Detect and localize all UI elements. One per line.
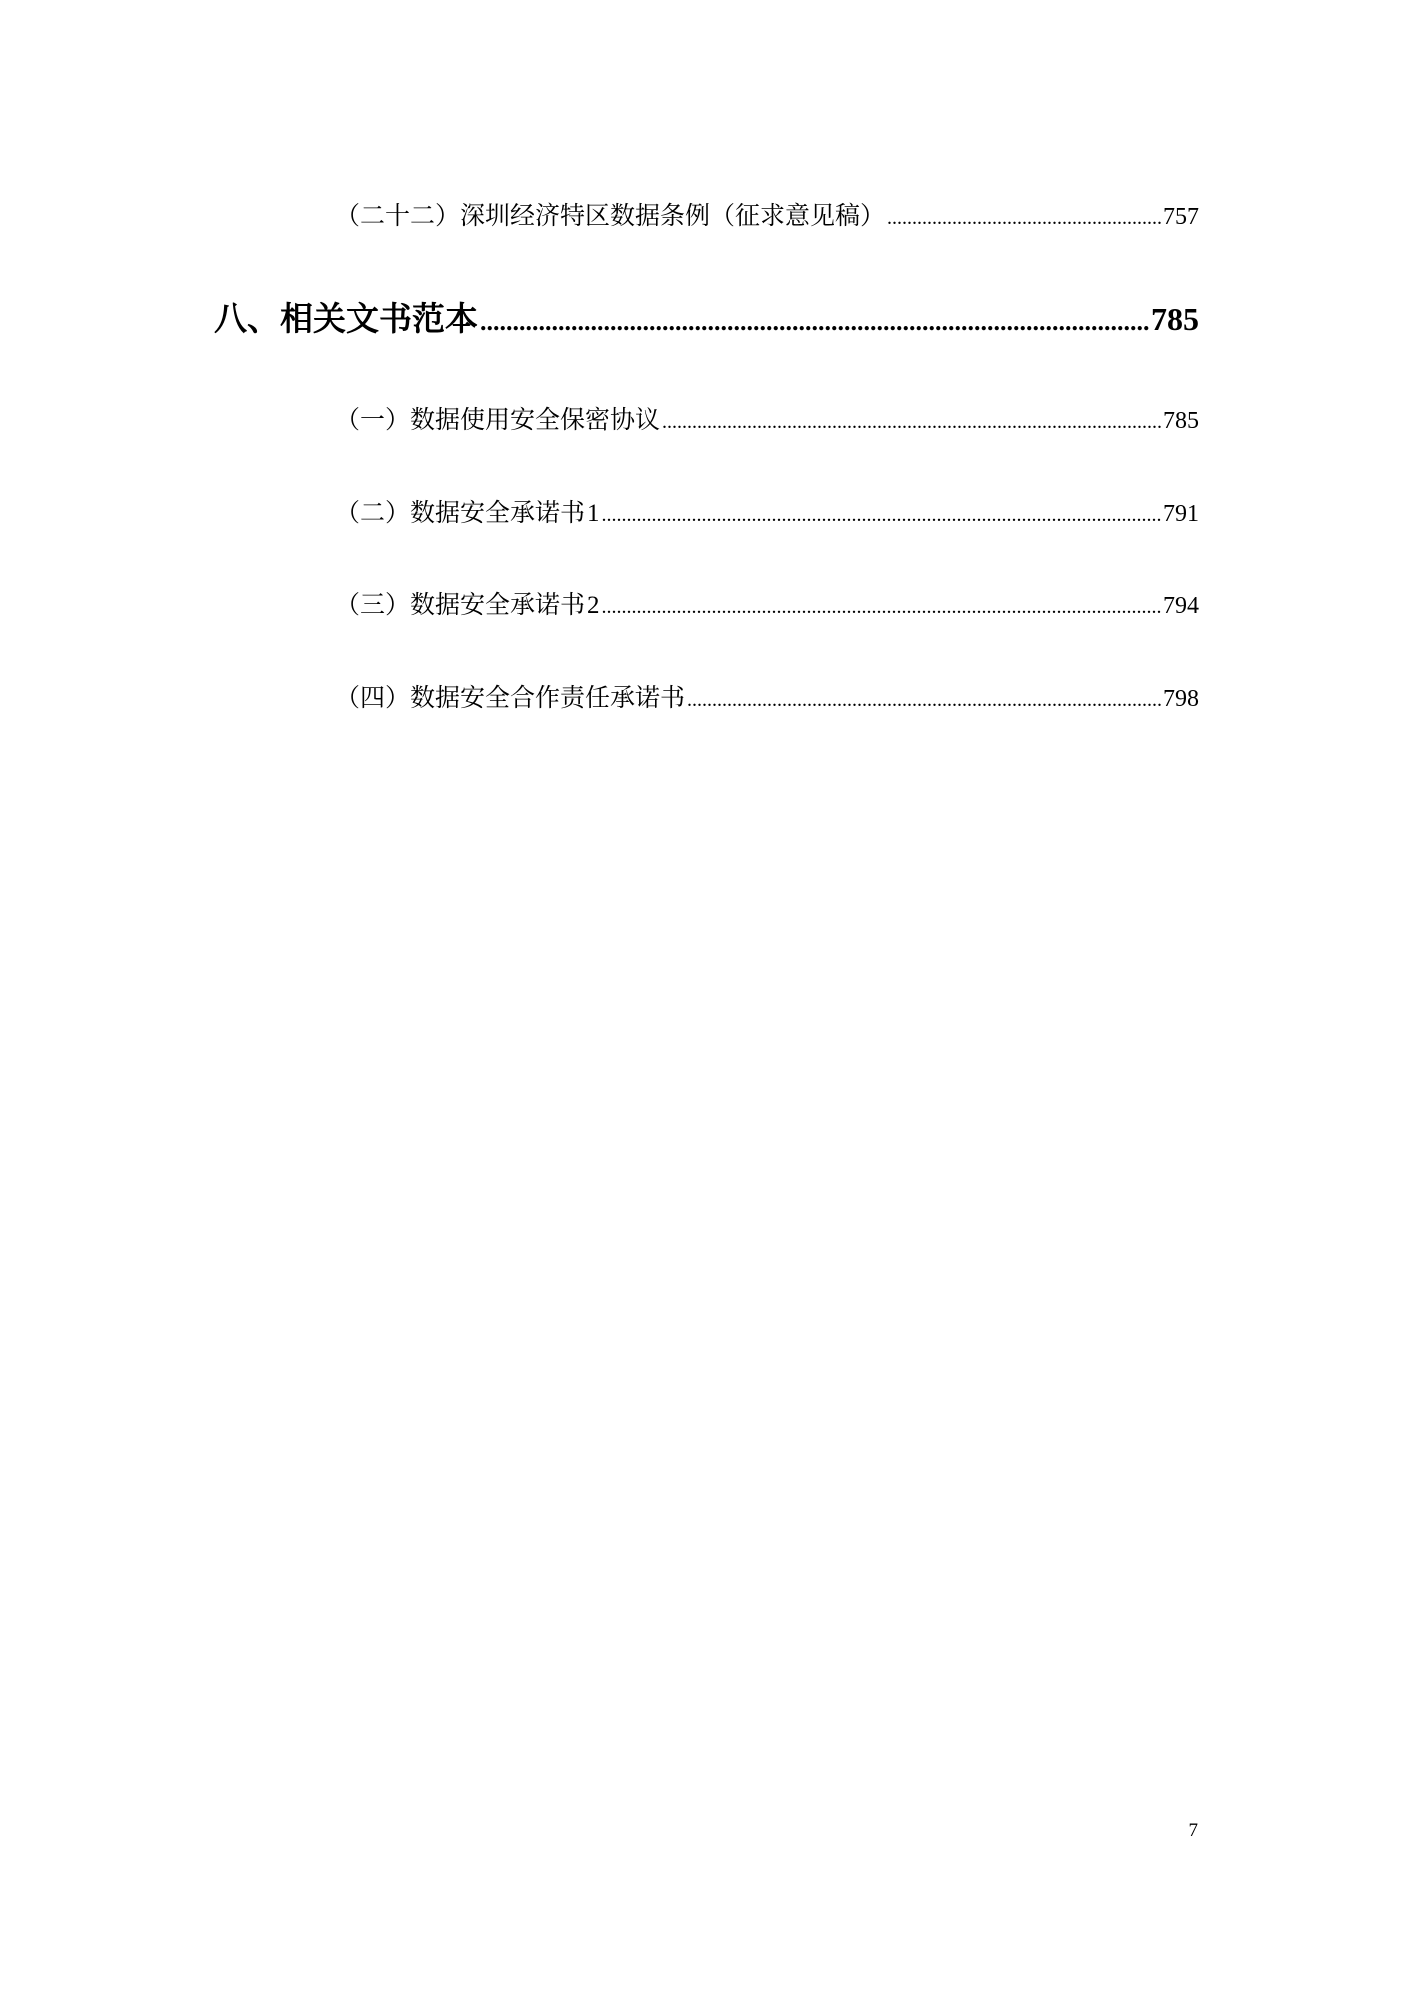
toc-entry[interactable] — [335, 585, 1199, 619]
toc-section-entry[interactable] — [214, 293, 1199, 337]
toc-entry-number: 1 — [587, 500, 600, 527]
toc-page-number: 791 — [1163, 501, 1199, 527]
toc-section-marker: 八、 — [214, 299, 280, 338]
toc-dot-leader — [887, 207, 1161, 230]
toc-entry-title: （一）数据使用安全保密协议 — [335, 405, 661, 434]
toc-entry-title: （二）数据安全承诺书 — [335, 498, 586, 527]
toc-entry[interactable] — [335, 678, 1199, 712]
toc-entry-number: 2 — [587, 592, 600, 619]
toc-entry-title: （四）数据安全合作责任承诺书 — [335, 683, 686, 712]
toc-dot-leader — [480, 307, 1149, 337]
toc-dot-leader — [602, 596, 1161, 619]
toc-page-number: 785 — [1151, 301, 1199, 337]
toc-page-number: 798 — [1163, 686, 1199, 712]
toc-dot-leader — [687, 689, 1161, 712]
toc-dot-leader — [662, 411, 1161, 434]
toc-section-title: 相关文书范本 — [280, 299, 478, 338]
toc-entry-title: （二十二）深圳经济特区数据条例（征求意见稿） — [335, 201, 886, 230]
toc-entry-title: （三）数据安全承诺书 — [335, 590, 586, 619]
toc-page-number: 757 — [1163, 204, 1199, 230]
footer-page-number: 7 — [1188, 1820, 1198, 1841]
toc-dot-leader — [602, 504, 1161, 527]
toc-entry[interactable] — [335, 196, 1199, 230]
toc-page-number: 785 — [1163, 408, 1199, 434]
toc-page-number: 794 — [1163, 593, 1199, 619]
toc-entry[interactable] — [335, 493, 1199, 527]
toc-entry[interactable] — [335, 400, 1199, 434]
